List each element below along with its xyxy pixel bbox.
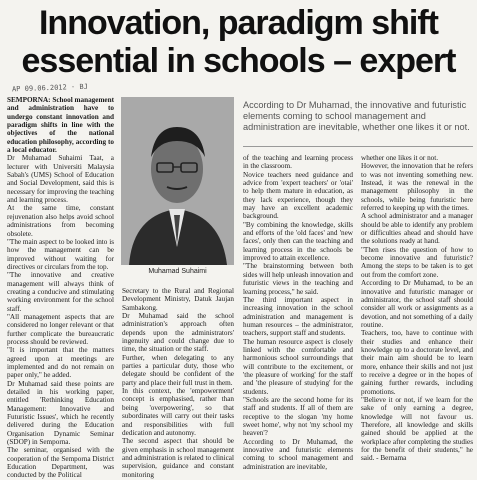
paragraph: The second aspect that should be given emphasis in school management and administration is related to clinical supervision, guidance and constant monitoring [122,437,234,479]
paragraph: Dr Muhamad said these points are detailed in his working paper, entitled 'Rethinking Education Management: Innovative and Futuristic Issues', which he recently delivered during the Education Organisation Dynamic Seminar (SDOP) in Semporna. [7,379,114,447]
paragraph: According to Dr Muhamad, to be an innovative and futuristic manager or administrator, the school staff should consider all work or assignments as a devotion, and not something of a daily routine. [361,279,473,329]
paragraph: At the same time, constant rejuvenation also helps avoid school administrations from becoming obsolete. [7,204,114,238]
paragraph: "The brainstorming between both sides will help unleash innovation and futuristic views in the teaching and learning process," he said. [243,262,353,296]
paragraph: "It is important that the matters agreed upon at meetings are implemented and do not remain on paper only," he added. [7,346,114,380]
paragraph: Secretary to the Rural and Regional Development Ministry, Datuk Jaujan Sambakong. [122,287,234,312]
paragraph: Teachers, too, have to continue with their studies and enhance their knowledge up to a doctorate level, and their main aim should be to learn more, enhance their skills and not just to receive a degree or in the hopes of gaining further rewards, including promotions. [361,329,473,396]
portrait-illustration [121,97,234,265]
pull-quote: According to Dr Muhamad, the innovative and futuristic elements coming to school management and administration are inevitable, whether one likes it or not. [243,100,470,132]
paragraph: The human resource aspect is closely linked with the comfortable and harmonious school surroundings that will contribute to the excitement, or 'the pleasure of working' for the staff and 'the pleasure of studying' for the students. [243,337,353,396]
article-column-3 [243,154,353,480]
divider [243,146,473,147]
paragraph: "The main aspect to be looked into is how the management can be improved without waiting for directives or circulars from the top. [7,237,114,271]
handwritten-dateline: AP 09.06.2012 · BJ [11,82,88,94]
paragraph: "All management aspects that are considered no longer relevant or that further complicate the bureaucratic process should be reviewed. [7,312,114,346]
paragraph: "The innovative and creative management will always think of creating a conducive and stimulating working environment for the school staff. [7,271,114,313]
headline-line-1: Innovation, paradigm shift [38,4,439,42]
paragraph: The seminar, organised with the cooperation of the Semporna District Education Department, was conducted by the Political [7,446,114,480]
portrait-photo [121,97,234,265]
paragraph: "Believe it or not, if we learn for the sake of only earning a degree, knowledge will not favour us. Therefore, all knowledge and skills gained should be applied at the workplace after completing the studies for the benefit of their students," he said. - Bernama [361,395,473,463]
paragraph: Dr Muhamad said the school administration's approach often depends upon the administrators' ingenuity and could change due to time, the situation or the staff. [122,312,234,354]
headline [0,4,477,80]
paragraph: The third important aspect in increasing innovation in the school administration and management is human resources – the administrator, teachers, support staff and students. [243,295,353,338]
paragraph: whether one likes it or not. [361,154,439,162]
article-column-4 [361,154,473,480]
paragraph: According to Dr Muhamad, the innovative and futuristic elements coming to school management and administration are inevitable, [243,437,353,471]
paragraph: Novice teachers need guidance and advice from 'expert teachers' or 'otai' to help them mature in education, as they lack experience, though they may have an excellent academic background. [243,170,353,221]
headline-line-2: essential in schools – expert [21,42,456,80]
paragraph: SEMPORNA: School management and administration have to undergo constant innovation and paradigm shifts in line with the objectives of the national education philosophy, according to a local educator. [7,96,114,155]
paragraph: "Schools are the second home for its staff and students. If all of them are receptive to the slogan 'my home sweet home', why not 'my school my heaven'? [243,395,353,438]
paragraph: of the teaching and learning process in the classroom. [243,154,353,171]
paragraph: However, the innovation that he refers to was not inventing something new. Instead, it was the renewal in the management philosophy in the schools, while being futuristic here referred to keeping up with the times. [361,162,473,213]
paragraph: A school administrator and a manager should be able to identify any problem or difficulties ahead and should have the solutions ready at hand. [361,212,473,246]
article-column-1 [7,96,114,480]
paragraph: "By combining the knowledge, skills and efforts of the 'old faces' and 'new faces', only then can the teaching and learning process in the schools be improved to attain excellence. [243,220,353,263]
photo-caption: Muhamad Suhaimi [148,268,207,275]
paragraph: "Then rises the question of how to become innovative and futuristic? Among the steps to be taken is to get out from the comfort zone. [361,245,473,279]
paragraph: Dr Muhamad Suhaimi Taat, a lecturer with Universiti Malaysia Sabah's (UMS) School of Education and Social Development, said this is necessary for improving the teaching and learning process. [7,154,114,205]
paragraph: In this context, the 'empowerment' concept is emphasised, rather than being 'overpowering', so that subordinates will carry out their tasks and responsibilities with full dedication and autonomy. [122,387,234,437]
paragraph: Further, when delegating to any parties a particular duty, those who delegate should be confident of the party and place their full trust in them. [122,353,234,387]
article-column-2 [122,287,234,480]
